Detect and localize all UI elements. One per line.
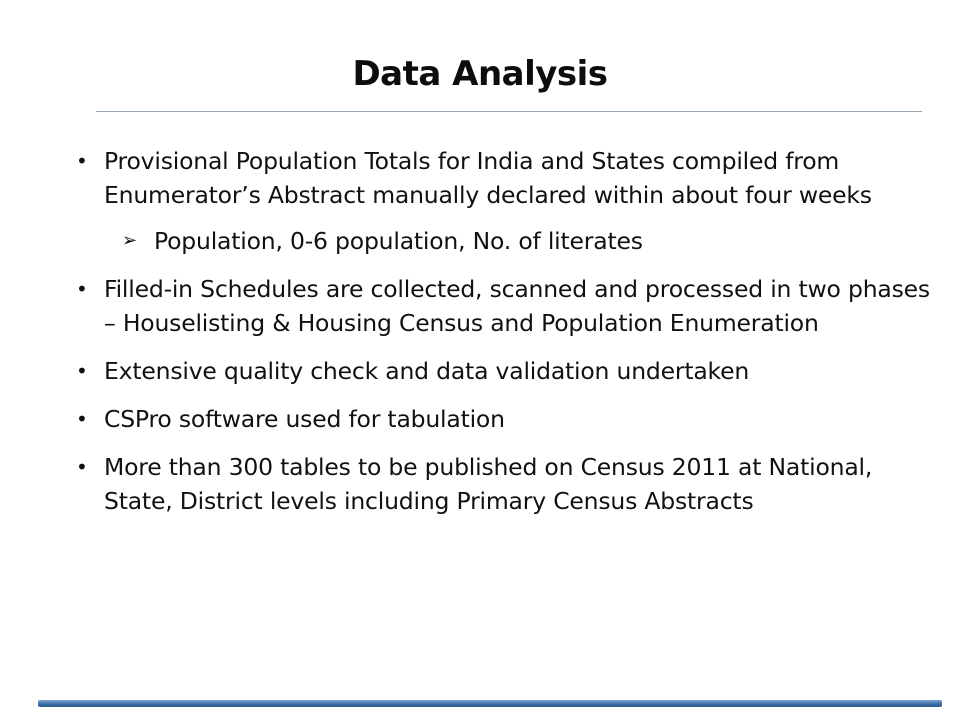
bullet-dot-icon: •: [76, 407, 88, 431]
footer-accent-bar: [38, 700, 942, 707]
bullet-text: Filled-in Schedules are collected, scanned and processed in two phases – Houselisting & Housing Census and Population Enumeration: [104, 275, 930, 337]
bullet-dot-icon: •: [76, 455, 88, 479]
sub-bullet-item: [70, 224, 930, 258]
slide-title: Data Analysis: [352, 54, 608, 94]
bullet-dot-icon: •: [76, 277, 88, 301]
bullet-text: CSPro software used for tabulation: [104, 405, 505, 433]
sub-bullet-text: Population, 0-6 population, No. of literates: [154, 227, 643, 255]
title-divider: [96, 111, 922, 112]
bullet-item: [70, 354, 930, 388]
bullet-item: [70, 272, 930, 340]
bullet-item: [70, 450, 930, 518]
bullet-dot-icon: •: [76, 149, 88, 173]
bullet-item: [70, 144, 930, 212]
bullet-text: Provisional Population Totals for India and States compiled from Enumerator’s Abstract manually declared within about four weeks: [104, 147, 872, 209]
bullet-item: [70, 402, 930, 436]
bullet-dot-icon: •: [76, 359, 88, 383]
bullet-list: [70, 144, 930, 532]
bullet-text: More than 300 tables to be published on Census 2011 at National, State, District levels including Primary Census Abstracts: [104, 453, 873, 515]
arrow-bullet-icon: ➢: [122, 230, 137, 251]
bullet-text: Extensive quality check and data validation undertaken: [104, 357, 750, 385]
